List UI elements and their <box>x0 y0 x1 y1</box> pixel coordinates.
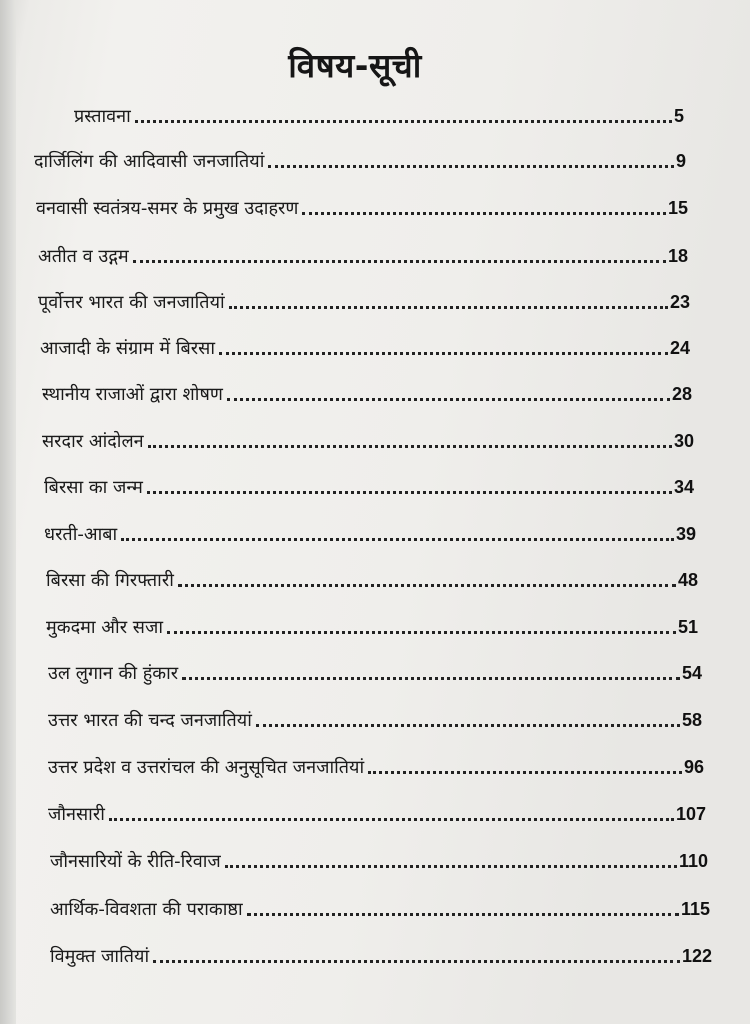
toc-entry-page: 34 <box>673 477 694 498</box>
dot-leader <box>178 584 676 587</box>
dot-leader <box>256 724 680 727</box>
toc-entry-page: 28 <box>671 384 692 405</box>
toc-entry-page: 122 <box>681 946 712 967</box>
dot-leader <box>219 352 668 355</box>
toc-entry-page: 58 <box>681 710 702 731</box>
toc-entry-title: बिरसा की गिरफ्तारी <box>46 570 174 592</box>
toc-entry-page: 115 <box>680 899 710 920</box>
dot-leader <box>148 445 672 448</box>
toc-entry <box>36 186 688 220</box>
toc-entry-page: 107 <box>675 804 706 825</box>
toc-entry-title: अतीत व उद्गम <box>38 246 129 268</box>
dot-leader <box>247 913 679 916</box>
toc-entry-title: विमुक्त जातियां <box>50 946 150 968</box>
toc-entry-title: आजादी के संग्राम में बिरसा <box>40 338 215 360</box>
toc-entry <box>46 558 698 592</box>
toc-entry-title: जौनसारी <box>48 804 105 826</box>
toc-entry-title: उत्तर प्रदेश व उत्तरांचल की अनुसूचित जनजातियां <box>48 757 365 779</box>
toc-entry-title: प्रस्तावना <box>74 106 131 128</box>
toc-entry-title: स्थानीय राजाओं द्वारा शोषण <box>42 384 223 406</box>
toc-entry-page: 15 <box>667 198 688 219</box>
toc-entry-page: 9 <box>675 151 686 172</box>
toc-entry-page: 110 <box>678 851 708 872</box>
page-title: विषय-सूची <box>288 46 422 85</box>
toc-entry <box>40 326 690 360</box>
toc-entry-page: 96 <box>683 757 704 778</box>
toc-entry <box>44 512 696 546</box>
dot-leader <box>153 960 680 963</box>
toc-entry <box>48 698 702 732</box>
toc-entry-title: दार्जिलिंग की आदिवासी जनजातियां <box>34 151 265 173</box>
toc-entry-title: धरती-आबा <box>44 524 118 546</box>
toc-entry-title: उल लुगान की हुंकार <box>48 663 179 685</box>
toc-entry-page: 54 <box>681 663 702 684</box>
toc-entry <box>50 887 710 921</box>
page-binding-edge <box>0 0 16 1024</box>
toc-entry-page: 5 <box>673 106 684 127</box>
dot-leader <box>302 212 666 215</box>
dot-leader <box>133 260 666 263</box>
toc-entry <box>46 605 698 639</box>
toc-entry <box>38 280 690 314</box>
toc-entry-title: जौनसारियों के रीति-रिवाज <box>50 851 221 873</box>
dot-leader <box>225 865 677 868</box>
toc-entry-title: मुकदमा और सजा <box>46 617 163 639</box>
toc-entry <box>38 234 688 268</box>
dot-leader <box>135 120 672 123</box>
toc-entry <box>48 651 702 685</box>
toc-entry <box>44 465 694 499</box>
toc-entry <box>42 419 694 453</box>
toc-entry <box>42 372 692 406</box>
toc-entry <box>50 934 712 968</box>
dot-leader <box>268 165 674 168</box>
toc-entry <box>50 839 708 873</box>
toc-entry-title: बिरसा का जन्म <box>44 477 143 499</box>
toc-entry-title: आर्थिक-विवशता की पराकाष्ठा <box>50 899 243 921</box>
toc-entry-page: 48 <box>677 570 698 591</box>
dot-leader <box>109 818 674 821</box>
dot-leader <box>167 631 676 634</box>
toc-entry-page: 30 <box>673 431 694 452</box>
toc-entry-title: सरदार आंदोलन <box>42 431 144 453</box>
dot-leader <box>368 771 682 774</box>
toc-entry-page: 18 <box>667 246 688 267</box>
dot-leader <box>227 398 670 401</box>
toc-entry <box>48 792 706 826</box>
dot-leader <box>182 677 680 680</box>
dot-leader <box>229 306 668 309</box>
toc-entry-page: 23 <box>669 292 690 313</box>
toc-entry-page: 51 <box>677 617 698 638</box>
toc-entry-page: 39 <box>675 524 696 545</box>
toc-entry-page: 24 <box>669 338 690 359</box>
toc-entry-title: पूर्वोत्तर भारत की जनजातियां <box>38 292 225 314</box>
toc-entry <box>74 94 684 128</box>
dot-leader <box>121 538 674 541</box>
toc-entry <box>48 745 704 779</box>
toc-entry <box>34 139 686 173</box>
toc-entry-title: उत्तर भारत की चन्द जनजातियां <box>48 710 252 732</box>
toc-entry-title: वनवासी स्वतंत्रय-समर के प्रमुख उदाहरण <box>36 198 299 220</box>
dot-leader <box>147 491 672 494</box>
